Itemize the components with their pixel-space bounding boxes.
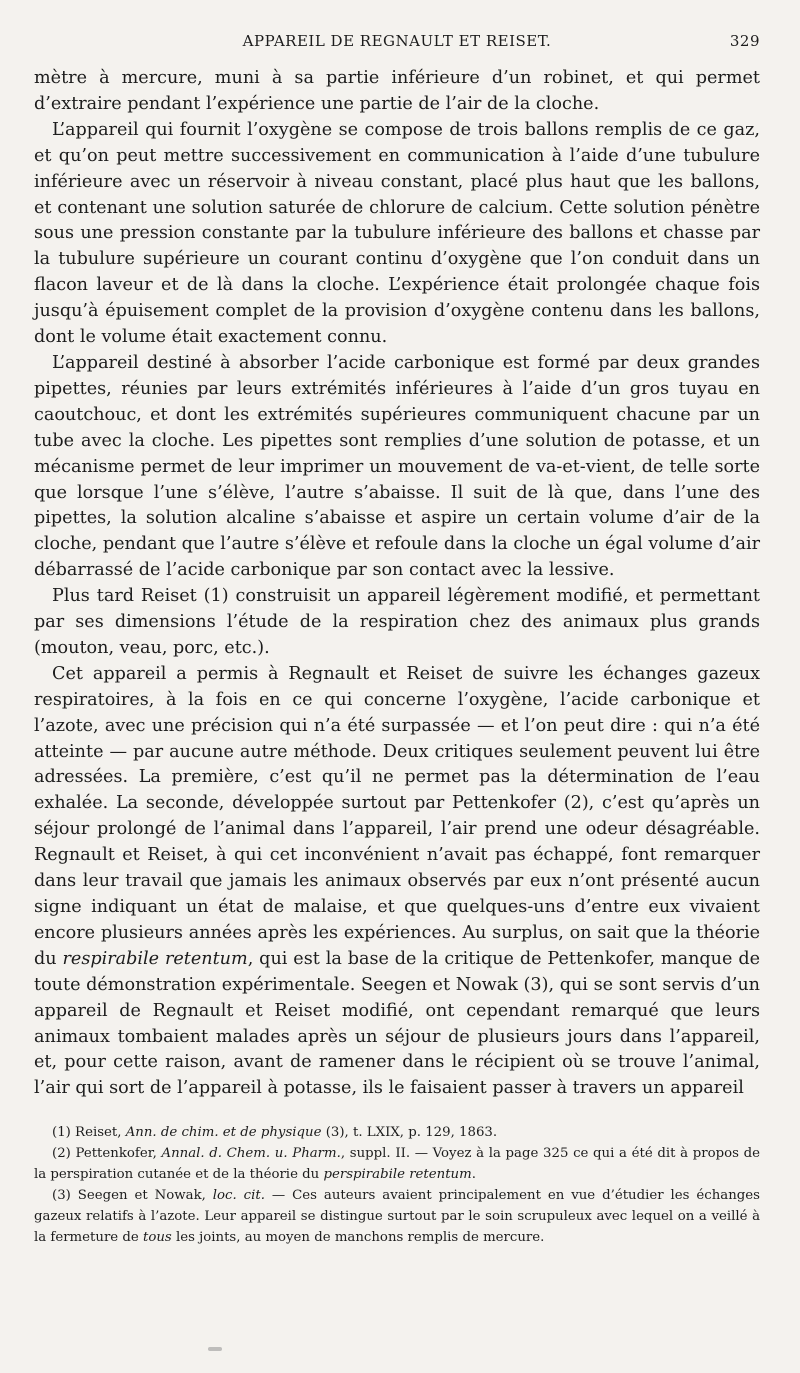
italic-text: perspirabile retentum [323, 1167, 472, 1183]
paragraph [34, 118, 760, 351]
text-run: L’appareil qui fournit l’oxygène se compose de trois ballons remplis de ce gaz, et qu’on peut mettre successivement en communication à l’aide d’une tubulure inférieure avec un réservoir à niveau constant, placé plus haut que les ballons, et contenant une solution saturée de chlorure de calcium. Cette solution pénètre sous une pression constante par la tubulure inférieure des ballons et chasse par la tubulure supérieure un courant continu d’oxygène que l’on conduit dans un flacon laveur et de là dans la cloche. L’expérience était prolongée chaque fois jusqu’à épuisement complet de la provision d’oxygène contenu dans les ballons, dont le volume était exactement connu. [34, 119, 760, 348]
italic-text: respirabile retentum [62, 948, 248, 969]
body-text [34, 66, 760, 1102]
paragraph [34, 584, 760, 662]
text-run: , qui est la base de la critique de Pettenkofer, manque de toute démonstration expérimentale. Seegen et Nowak (3), qui se sont servis d’un appareil de Regnault et Reiset modifié, ont cependant remarqué que leurs animaux tombaient malades après un séjour de plusieurs jours dans l’appareil, et, pour cette raison, avant de ramener dans le récipient où se trouve l’animal, l’air qui sort de l’appareil à potasse, ils le faisaient passer à travers un appareil [34, 948, 760, 1099]
text-run: (1) Reiset, [52, 1125, 126, 1141]
italic-text: loc. cit. [212, 1188, 265, 1204]
text-run: les joints, au moyen de manchons remplis de mercure. [171, 1230, 545, 1246]
footnote [34, 1122, 760, 1143]
ink-smudge [208, 1347, 222, 1351]
footnote [34, 1143, 760, 1185]
paragraph [34, 66, 760, 118]
paragraph [34, 351, 760, 584]
italic-text: Annal. d. Chem. u. Pharm. [161, 1146, 341, 1162]
text-run: , suppl. II. — Voyez à la page 325 ce qui a été dit à propos de la perspiration cutanée et de la théorie du [34, 1146, 760, 1183]
text-run: L’appareil destiné à absorber l’acide carbonique est formé par deux grandes pipettes, réunies par leurs extrémités inférieures à l’aide d’un gros tuyau en caoutchouc, et dont les extrémités supérieures communiquent chacune par un tube avec la cloche. Les pipettes sont remplies d’une solution de potasse, et un mécanisme permet de leur imprimer un mouvement de va-et-vient, de telle sorte que lorsque l’une s’élève, l’autre s’abaisse. Il suit de là que, dans l’une des pipettes, la solution alcaline s’abaisse et aspire un certain volume d’air de la cloche, pendant que l’autre s’élève et refoule dans la cloche un égal volume d’air débarrassé de l’acide carbonique par son contact avec la lessive. [34, 352, 760, 581]
text-run: . [471, 1167, 476, 1183]
text-run: — Ces auteurs avaient principalement en vue d’étudier les échanges gazeux relatifs à l’azote. Leur appareil se distingue surtout par le soin scrupuleux avec lequel on a veillé à la fermeture de [34, 1188, 760, 1246]
italic-text: tous [143, 1230, 172, 1246]
text-run: (3), t. LXIX, p. 129, 1863. [321, 1125, 498, 1141]
running-title: APPAREIL DE REGNAULT ET REISET. [242, 32, 552, 50]
italic-text: Ann. de chim. et de physique [125, 1125, 322, 1141]
paragraph [34, 662, 760, 1102]
text-run: Plus tard Reiset (1) construisit un appareil légèrement modifié, et permettant par ses dimensions l’étude de la respiration chez des animaux plus grands (mouton, veau, porc, etc.). [34, 586, 760, 658]
text-run: mètre à mercure, muni à sa partie inférieure d’un robinet, et qui permet d’extraire pendant l’expérience une partie de l’air de la cloche. [34, 68, 760, 114]
footnotes [34, 1122, 760, 1248]
text-run: (2) Pettenkofer, [52, 1146, 162, 1162]
text-run: Cet appareil a permis à Regnault et Reiset de suivre les échanges gazeux respiratoires, à la fois en ce qui concerne l’oxygène, l’acide carbonique et l’azote, avec une précision qui n’a été surpassée — et l’on peut dire : qui n’a été atteinte — par aucune autre méthode. Deux critiques seulement peuvent lui être adressées. La première, c’est qu’il ne permet pas la détermination de l’eau exhalée. La seconde, développée surtout par Pettenkofer (2), c’est qu’après un séjour prolongé de l’animal dans l’appareil, l’air prend une odeur désagréable. Regnault et Reiset, à qui cet inconvénient n’avait pas échappé, font remarquer dans leur travail que jamais les animaux observés par eux n’ont présenté aucun signe indiquant un état de malaise, et que quelques-uns d’entre eux vivaient encore plusieurs années après les expériences. Au surplus, on sait que la théorie du [34, 663, 760, 969]
running-head [34, 32, 760, 58]
text-run: (3) Seegen et Nowak, [52, 1188, 213, 1204]
page-number: 329 [729, 32, 760, 50]
footnote [34, 1185, 760, 1248]
